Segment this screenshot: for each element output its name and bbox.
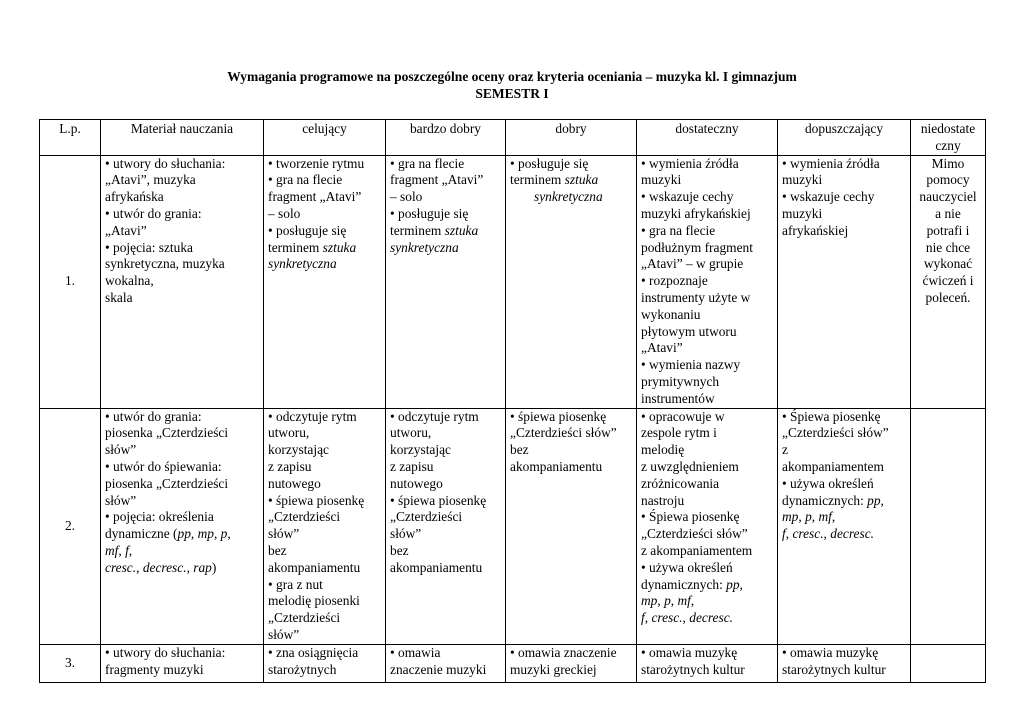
cell-line: • omawia znaczenie bbox=[510, 644, 617, 660]
cell-line: „Czterdzieści słów” bbox=[510, 425, 617, 441]
cell-line: synkretyczna, muzyka bbox=[105, 256, 225, 272]
cell-line: korzystając bbox=[390, 442, 451, 458]
cell-line: „Czterdzieści słów” bbox=[641, 526, 748, 542]
cell-line: starożytnych kultur bbox=[641, 661, 745, 677]
cell-line: • opracowuje w bbox=[641, 408, 725, 424]
cell-line: akompaniamentem bbox=[782, 458, 884, 474]
cell-line: akompaniamentu bbox=[510, 458, 603, 474]
cell-line: synkretyczna bbox=[534, 189, 603, 205]
cell-bardzo-dobry bbox=[386, 155, 506, 408]
cell-line: muzyki greckiej bbox=[510, 661, 597, 677]
cell-line: • śpiewa piosenkę bbox=[390, 492, 487, 508]
cell-line: z uwzględnieniem bbox=[641, 458, 739, 474]
row-number: 3. bbox=[40, 644, 101, 682]
cell-line: utworu, bbox=[390, 425, 432, 441]
row-number: 2. bbox=[40, 408, 101, 644]
cell-line: nastroju bbox=[641, 492, 685, 508]
cell-line: • wskazuje cechy bbox=[782, 189, 875, 205]
cell-line: • używa określeń bbox=[641, 559, 733, 575]
cell-line: „Czterdzieści bbox=[268, 509, 341, 525]
column-header: dobry bbox=[506, 120, 637, 156]
cell-dobry bbox=[506, 644, 637, 682]
cell-line: • wskazuje cechy bbox=[641, 189, 734, 205]
cell-line: korzystając bbox=[268, 442, 329, 458]
cell-line: terminem sztuka bbox=[510, 172, 599, 188]
cell-dostateczny bbox=[637, 155, 778, 408]
cell-line: akompaniamentu bbox=[268, 559, 361, 575]
cell-line: pomocy bbox=[926, 172, 970, 188]
cell-line: piosenka „Czterdzieści bbox=[105, 425, 229, 441]
cell-material bbox=[101, 644, 264, 682]
cell-line: słów” bbox=[268, 526, 300, 542]
row-number: 1. bbox=[40, 155, 101, 408]
cell-line: słów” bbox=[105, 442, 137, 458]
cell-line: akompaniamentu bbox=[390, 559, 483, 575]
cell-line: • śpiewa piosenkę bbox=[510, 408, 607, 424]
cell-celujacy bbox=[264, 155, 386, 408]
cell-dopuszczajacy bbox=[778, 408, 911, 644]
cell-line: • tworzenie rytmu bbox=[268, 155, 365, 171]
cell-line: – solo bbox=[268, 205, 301, 221]
cell-line: melodię piosenki bbox=[268, 593, 360, 609]
table-row bbox=[40, 155, 986, 408]
cell-niedostateczny bbox=[911, 155, 986, 408]
cell-line: utworu, bbox=[268, 425, 310, 441]
column-header: niedostate czny bbox=[911, 120, 986, 156]
cell-line: • posługuje się bbox=[510, 155, 589, 171]
column-header: L.p. bbox=[40, 120, 101, 156]
cell-line: mp, p, mf, bbox=[782, 509, 836, 525]
cell-line: nutowego bbox=[268, 475, 321, 491]
cell-line: dynamicznych: pp, bbox=[782, 492, 884, 508]
cell-line: • pojęcia: sztuka bbox=[105, 239, 193, 255]
cell-line: słów” bbox=[268, 626, 300, 642]
cell-line: płytowym utworu bbox=[641, 323, 737, 339]
cell-line: „Czterdzieści bbox=[268, 610, 341, 626]
cell-line: „Atavi” bbox=[105, 222, 147, 238]
cell-line: nutowego bbox=[390, 475, 443, 491]
cell-line: „Czterdzieści bbox=[390, 509, 463, 525]
cell-line: z akompaniamentem bbox=[641, 542, 753, 558]
cell-line: • gra na flecie bbox=[390, 155, 465, 171]
cell-line: • omawia muzykę bbox=[782, 644, 879, 660]
cell-line: wykonaniu bbox=[641, 306, 701, 322]
page-subtitle: SEMESTR I bbox=[475, 86, 549, 101]
cell-line: muzyki bbox=[782, 172, 823, 188]
cell-line: synkretyczna bbox=[390, 239, 459, 255]
cell-line: instrumenty użyte w bbox=[641, 289, 751, 305]
cell-line: • utwór do śpiewania: bbox=[105, 458, 222, 474]
cell-line: – solo bbox=[390, 189, 423, 205]
cell-line: piosenka „Czterdzieści bbox=[105, 475, 229, 491]
cell-line: • gra na flecie bbox=[641, 222, 716, 238]
cell-material bbox=[101, 155, 264, 408]
cell-line: synkretyczna bbox=[268, 256, 337, 272]
cell-line: • utwory do słuchania: bbox=[105, 644, 226, 660]
cell-dostateczny bbox=[637, 408, 778, 644]
cell-line: melodię bbox=[641, 442, 685, 458]
cell-bardzo-dobry bbox=[386, 408, 506, 644]
cell-line: • rozpoznaje bbox=[641, 273, 708, 289]
cell-line: poleceń. bbox=[925, 289, 971, 305]
cell-line: afrykańska bbox=[105, 189, 164, 205]
cell-line: mp, p, mf, bbox=[641, 593, 695, 609]
cell-line: cresc., decresc., rap) bbox=[105, 559, 217, 575]
cell-line: podłużnym fragment bbox=[641, 239, 753, 255]
table-header-row bbox=[40, 120, 986, 156]
cell-line: Mimo bbox=[931, 155, 965, 171]
cell-line: • omawia bbox=[390, 644, 441, 660]
cell-line: • wymienia nazwy bbox=[641, 357, 741, 373]
cell-line: • wymienia źródła bbox=[641, 155, 739, 171]
column-header: Materiał nauczania bbox=[101, 120, 264, 156]
cell-line: dynamiczne (pp, mp, p, bbox=[105, 526, 231, 542]
cell-dopuszczajacy bbox=[778, 155, 911, 408]
cell-line: • używa określeń bbox=[782, 475, 874, 491]
cell-line: „Czterdzieści słów” bbox=[782, 425, 889, 441]
cell-line: starożytnych bbox=[268, 661, 337, 677]
cell-line: nauczyciel bbox=[919, 189, 977, 205]
cell-line: • posługuje się bbox=[390, 205, 469, 221]
cell-line: a nie bbox=[935, 205, 961, 221]
cell-line: potrafi i bbox=[926, 222, 970, 238]
cell-line: • Śpiewa piosenkę bbox=[641, 509, 740, 525]
table-row bbox=[40, 408, 986, 644]
cell-celujacy bbox=[264, 644, 386, 682]
cell-line: wykonać bbox=[923, 256, 973, 272]
column-header: bardzo dobry bbox=[386, 120, 506, 156]
cell-line: „Atavi” bbox=[641, 340, 683, 356]
cell-line: • utwór do grania: bbox=[105, 408, 202, 424]
cell-line: z zapisu bbox=[390, 458, 434, 474]
cell-line: dynamicznych: pp, bbox=[641, 576, 743, 592]
cell-dobry bbox=[506, 155, 637, 408]
cell-line: z bbox=[782, 442, 788, 458]
cell-line: fragment „Atavi” bbox=[390, 172, 484, 188]
cell-line: nie chce bbox=[925, 239, 971, 255]
cell-line: • omawia muzykę bbox=[641, 644, 738, 660]
cell-material bbox=[101, 408, 264, 644]
cell-line: muzyki bbox=[641, 172, 682, 188]
cell-niedostateczny bbox=[911, 408, 986, 644]
cell-line: • gra z nut bbox=[268, 576, 323, 592]
cell-line: bez bbox=[268, 542, 287, 558]
cell-line: • utwór do grania: bbox=[105, 205, 202, 221]
cell-line: terminem sztuka bbox=[268, 239, 357, 255]
cell-niedostateczny bbox=[911, 644, 986, 682]
cell-line: terminem sztuka bbox=[390, 222, 479, 238]
column-header: dopuszczający bbox=[778, 120, 911, 156]
cell-line: muzyki bbox=[782, 205, 823, 221]
cell-line: „Atavi” – w grupie bbox=[641, 256, 744, 272]
cell-line: wokalna, bbox=[105, 273, 154, 289]
cell-line: f, cresc., decresc. bbox=[782, 526, 874, 542]
cell-line: słów” bbox=[105, 492, 137, 508]
cell-line: zróżnicowania bbox=[641, 475, 720, 491]
cell-line: bez bbox=[510, 442, 529, 458]
cell-line: • pojęcia: określenia bbox=[105, 509, 214, 525]
cell-line: • odczytuje rytm bbox=[390, 408, 479, 424]
cell-line: muzyki afrykańskiej bbox=[641, 205, 751, 221]
column-header: celujący bbox=[264, 120, 386, 156]
cell-dostateczny bbox=[637, 644, 778, 682]
cell-line: zespole rytm i bbox=[641, 425, 717, 441]
cell-line: mf, f, bbox=[105, 542, 133, 558]
cell-line: słów” bbox=[390, 526, 422, 542]
cell-line: f, cresc., decresc. bbox=[641, 610, 733, 626]
cell-line: • gra na flecie bbox=[268, 172, 343, 188]
cell-line: starożytnych kultur bbox=[782, 661, 886, 677]
cell-line: skala bbox=[105, 289, 133, 305]
cell-line: • Śpiewa piosenkę bbox=[782, 408, 881, 424]
column-header: dostateczny bbox=[637, 120, 778, 156]
requirements-table bbox=[39, 119, 986, 683]
cell-dopuszczajacy bbox=[778, 644, 911, 682]
cell-line: afrykańskiej bbox=[782, 222, 849, 238]
page-title: Wymagania programowe na poszczególne oceny oraz kryteria oceniania – muzyka kl. I gimnazjum bbox=[227, 69, 797, 84]
cell-line: • odczytuje rytm bbox=[268, 408, 357, 424]
cell-line: • zna osiągnięcia bbox=[268, 644, 359, 660]
table-row bbox=[40, 644, 986, 682]
cell-line: fragment „Atavi” bbox=[268, 189, 362, 205]
cell-line: „Atavi”, muzyka bbox=[105, 172, 196, 188]
cell-celujacy bbox=[264, 408, 386, 644]
cell-line: • wymienia źródła bbox=[782, 155, 880, 171]
cell-line: ćwiczeń i bbox=[922, 273, 974, 289]
cell-line: prymitywnych bbox=[641, 373, 720, 389]
cell-line: fragmenty muzyki bbox=[105, 661, 204, 677]
cell-line: • utwory do słuchania: bbox=[105, 155, 226, 171]
cell-line: bez bbox=[390, 542, 409, 558]
cell-dobry bbox=[506, 408, 637, 644]
cell-line: • posługuje się bbox=[268, 222, 347, 238]
cell-line: z zapisu bbox=[268, 458, 312, 474]
cell-line: • śpiewa piosenkę bbox=[268, 492, 365, 508]
cell-bardzo-dobry bbox=[386, 644, 506, 682]
cell-line: znaczenie muzyki bbox=[390, 661, 487, 677]
cell-line: instrumentów bbox=[641, 390, 715, 406]
